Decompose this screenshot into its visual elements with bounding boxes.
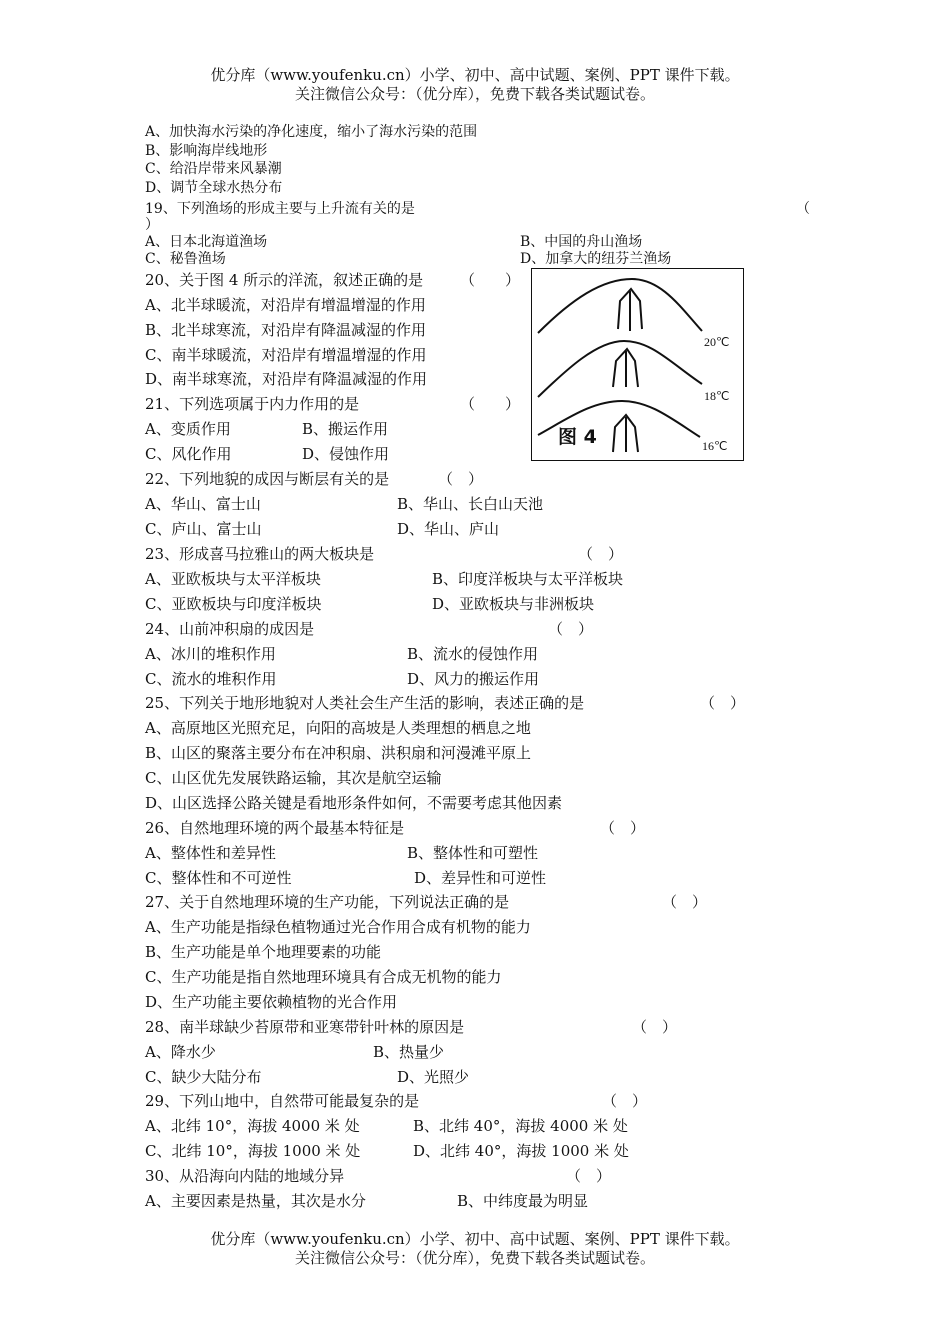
current-arrow-middle <box>613 349 638 387</box>
q23-option-c: C、亚欧板块与印度洋板块 <box>145 595 322 613</box>
current-arrow-top <box>618 289 642 331</box>
page-header-line1: 优分库（www.youfenku.cn）小学、初中、高中试题、案例、PPT 课件下载。 <box>210 66 740 84</box>
q24-option-a: A、冰川的堆积作用 <box>145 645 276 663</box>
q20-option-b: B、北半球寒流，对沿岸有降温减湿的作用 <box>145 321 427 339</box>
q29-option-a: A、北纬 10°，海拔 4000 米 处 <box>145 1117 360 1135</box>
q21-option-b: B、搬运作用 <box>302 420 389 438</box>
q25-stem: 25、下列关于地形地貌对人类社会生产生活的影响，表述正确的是 <box>145 694 585 712</box>
q26-option-a: A、整体性和差异性 <box>145 844 276 862</box>
q29-paren: （ ） <box>602 1092 648 1110</box>
q30-option-a: A、主要因素是热量，其次是水分 <box>145 1192 366 1210</box>
q28-option-b: B、热量少 <box>373 1043 445 1061</box>
q27-option-c: C、生产功能是指自然地理环境具有合成无机物的能力 <box>145 968 502 986</box>
q24-option-b: B、流水的侵蚀作用 <box>407 645 539 663</box>
isotherm-label-18: 18℃ <box>704 389 730 403</box>
q20-option-c: C、南半球暖流，对沿岸有增温增湿的作用 <box>145 346 427 364</box>
page-footer-line2: 关注微信公众号：（优分库），免费下载各类试题试卷。 <box>294 1249 655 1267</box>
q19-option-c: C、秘鲁渔场 <box>145 251 226 267</box>
q29-stem: 29、下列山地中，自然带可能最复杂的是 <box>145 1092 420 1110</box>
q25-option-a: A、高原地区光照充足，向阳的高坡是人类理想的栖息之地 <box>145 719 531 737</box>
q24-paren: （ ） <box>548 620 594 638</box>
q18-option-a: A、加快海水污染的净化速度，缩小了海水污染的范围 <box>145 124 478 140</box>
q28-option-c: C、缺少大陆分布 <box>145 1068 262 1086</box>
q21-option-c: C、风化作用 <box>145 445 232 463</box>
q19-option-a: A、日本北海道渔场 <box>145 234 268 250</box>
q21-paren: （ ） <box>460 395 521 413</box>
q23-paren: （ ） <box>578 545 624 563</box>
q18-option-c: C、给沿岸带来风暴潮 <box>145 161 282 177</box>
q23-option-b: B、印度洋板块与太平洋板块 <box>432 570 624 588</box>
q19-paren-close: ） <box>145 217 159 233</box>
q26-option-b: B、整体性和可塑性 <box>407 844 539 862</box>
q28-option-d: D、光照少 <box>397 1068 470 1086</box>
isotherm-label-16: 16℃ <box>702 439 728 453</box>
q27-stem: 27、关于自然地理环境的生产功能，下列说法正确的是 <box>145 893 510 911</box>
q26-option-c: C、整体性和不可逆性 <box>145 869 292 887</box>
q18-option-b: B、影响海岸线地形 <box>145 143 268 159</box>
q28-paren: （ ） <box>632 1018 678 1036</box>
q29-option-d: D、北纬 40°，海拔 1000 米 处 <box>413 1142 629 1160</box>
q19-option-d: D、加拿大的纽芬兰渔场 <box>520 251 672 267</box>
q30-option-b: B、中纬度最为明显 <box>457 1192 589 1210</box>
q19-paren-open: （ <box>796 201 810 217</box>
q30-paren: （ ） <box>566 1167 612 1185</box>
q22-option-d: D、华山、庐山 <box>397 520 500 538</box>
q25-option-c: C、山区优先发展铁路运输，其次是航空运输 <box>145 769 442 787</box>
isotherm-label-20: 20℃ <box>704 335 730 349</box>
q25-option-d: D、山区选择公路关键是看地形条件如何，不需要考虑其他因素 <box>145 794 563 812</box>
q24-stem: 24、山前冲积扇的成因是 <box>145 620 315 638</box>
q27-option-a: A、生产功能是指绿色植物通过光合作用合成有机物的能力 <box>145 918 531 936</box>
figure-4-drawing <box>532 269 742 459</box>
q25-paren: （ ） <box>700 694 746 712</box>
q20-option-d: D、南半球寒流，对沿岸有降温减湿的作用 <box>145 370 428 388</box>
q27-option-b: B、生产功能是单个地理要素的功能 <box>145 943 382 961</box>
figure-4-label: 图 4 <box>558 426 597 448</box>
figure-4-ocean-current <box>531 268 744 461</box>
q22-paren: （ ） <box>438 470 484 488</box>
q28-option-a: A、降水少 <box>145 1043 216 1061</box>
q23-stem: 23、形成喜马拉雅山的两大板块是 <box>145 545 375 563</box>
q23-option-a: A、亚欧板块与太平洋板块 <box>145 570 321 588</box>
q21-stem: 21、下列选项属于内力作用的是 <box>145 395 360 413</box>
q26-option-d: D、差异性和可逆性 <box>414 869 547 887</box>
q19-option-b: B、中国的舟山渔场 <box>520 234 643 250</box>
page-footer-line1: 优分库（www.youfenku.cn）小学、初中、高中试题、案例、PPT 课件下载。 <box>210 1230 740 1248</box>
q20-paren: （ ） <box>460 271 521 289</box>
q26-paren: （ ） <box>600 819 646 837</box>
current-arrow-bottom <box>613 415 638 452</box>
q19-stem: 19、下列渔场的形成主要与上升流有关的是 <box>145 201 415 217</box>
q29-option-b: B、北纬 40°，海拔 4000 米 处 <box>413 1117 628 1135</box>
q22-option-c: C、庐山、富士山 <box>145 520 262 538</box>
q28-stem: 28、南半球缺少苔原带和亚寒带针叶林的原因是 <box>145 1018 465 1036</box>
q21-option-d: D、侵蚀作用 <box>302 445 390 463</box>
q27-paren: （ ） <box>662 893 708 911</box>
q20-stem: 20、关于图 4 所示的洋流，叙述正确的是 <box>145 271 424 289</box>
q24-option-c: C、流水的堆积作用 <box>145 670 277 688</box>
q22-option-a: A、华山、富士山 <box>145 495 261 513</box>
q24-option-d: D、风力的搬运作用 <box>407 670 540 688</box>
q18-option-d: D、调节全球水热分布 <box>145 180 283 196</box>
q27-option-d: D、生产功能主要依赖植物的光合作用 <box>145 993 398 1011</box>
q20-option-a: A、北半球暖流，对沿岸有增温增湿的作用 <box>145 296 426 314</box>
q30-stem: 30、从沿海向内陆的地域分异 <box>145 1167 345 1185</box>
q29-option-c: C、北纬 10°，海拔 1000 米 处 <box>145 1142 361 1160</box>
q21-option-a: A、变质作用 <box>145 420 231 438</box>
q26-stem: 26、自然地理环境的两个最基本特征是 <box>145 819 405 837</box>
page-header-line2: 关注微信公众号：（优分库），免费下载各类试题试卷。 <box>294 85 655 103</box>
q25-option-b: B、山区的聚落主要分布在冲积扇、洪积扇和河漫滩平原上 <box>145 744 532 762</box>
q22-option-b: B、华山、长白山天池 <box>397 495 544 513</box>
q23-option-d: D、亚欧板块与非洲板块 <box>432 595 595 613</box>
q22-stem: 22、下列地貌的成因与断层有关的是 <box>145 470 390 488</box>
isotherm-curve-18 <box>538 341 702 397</box>
